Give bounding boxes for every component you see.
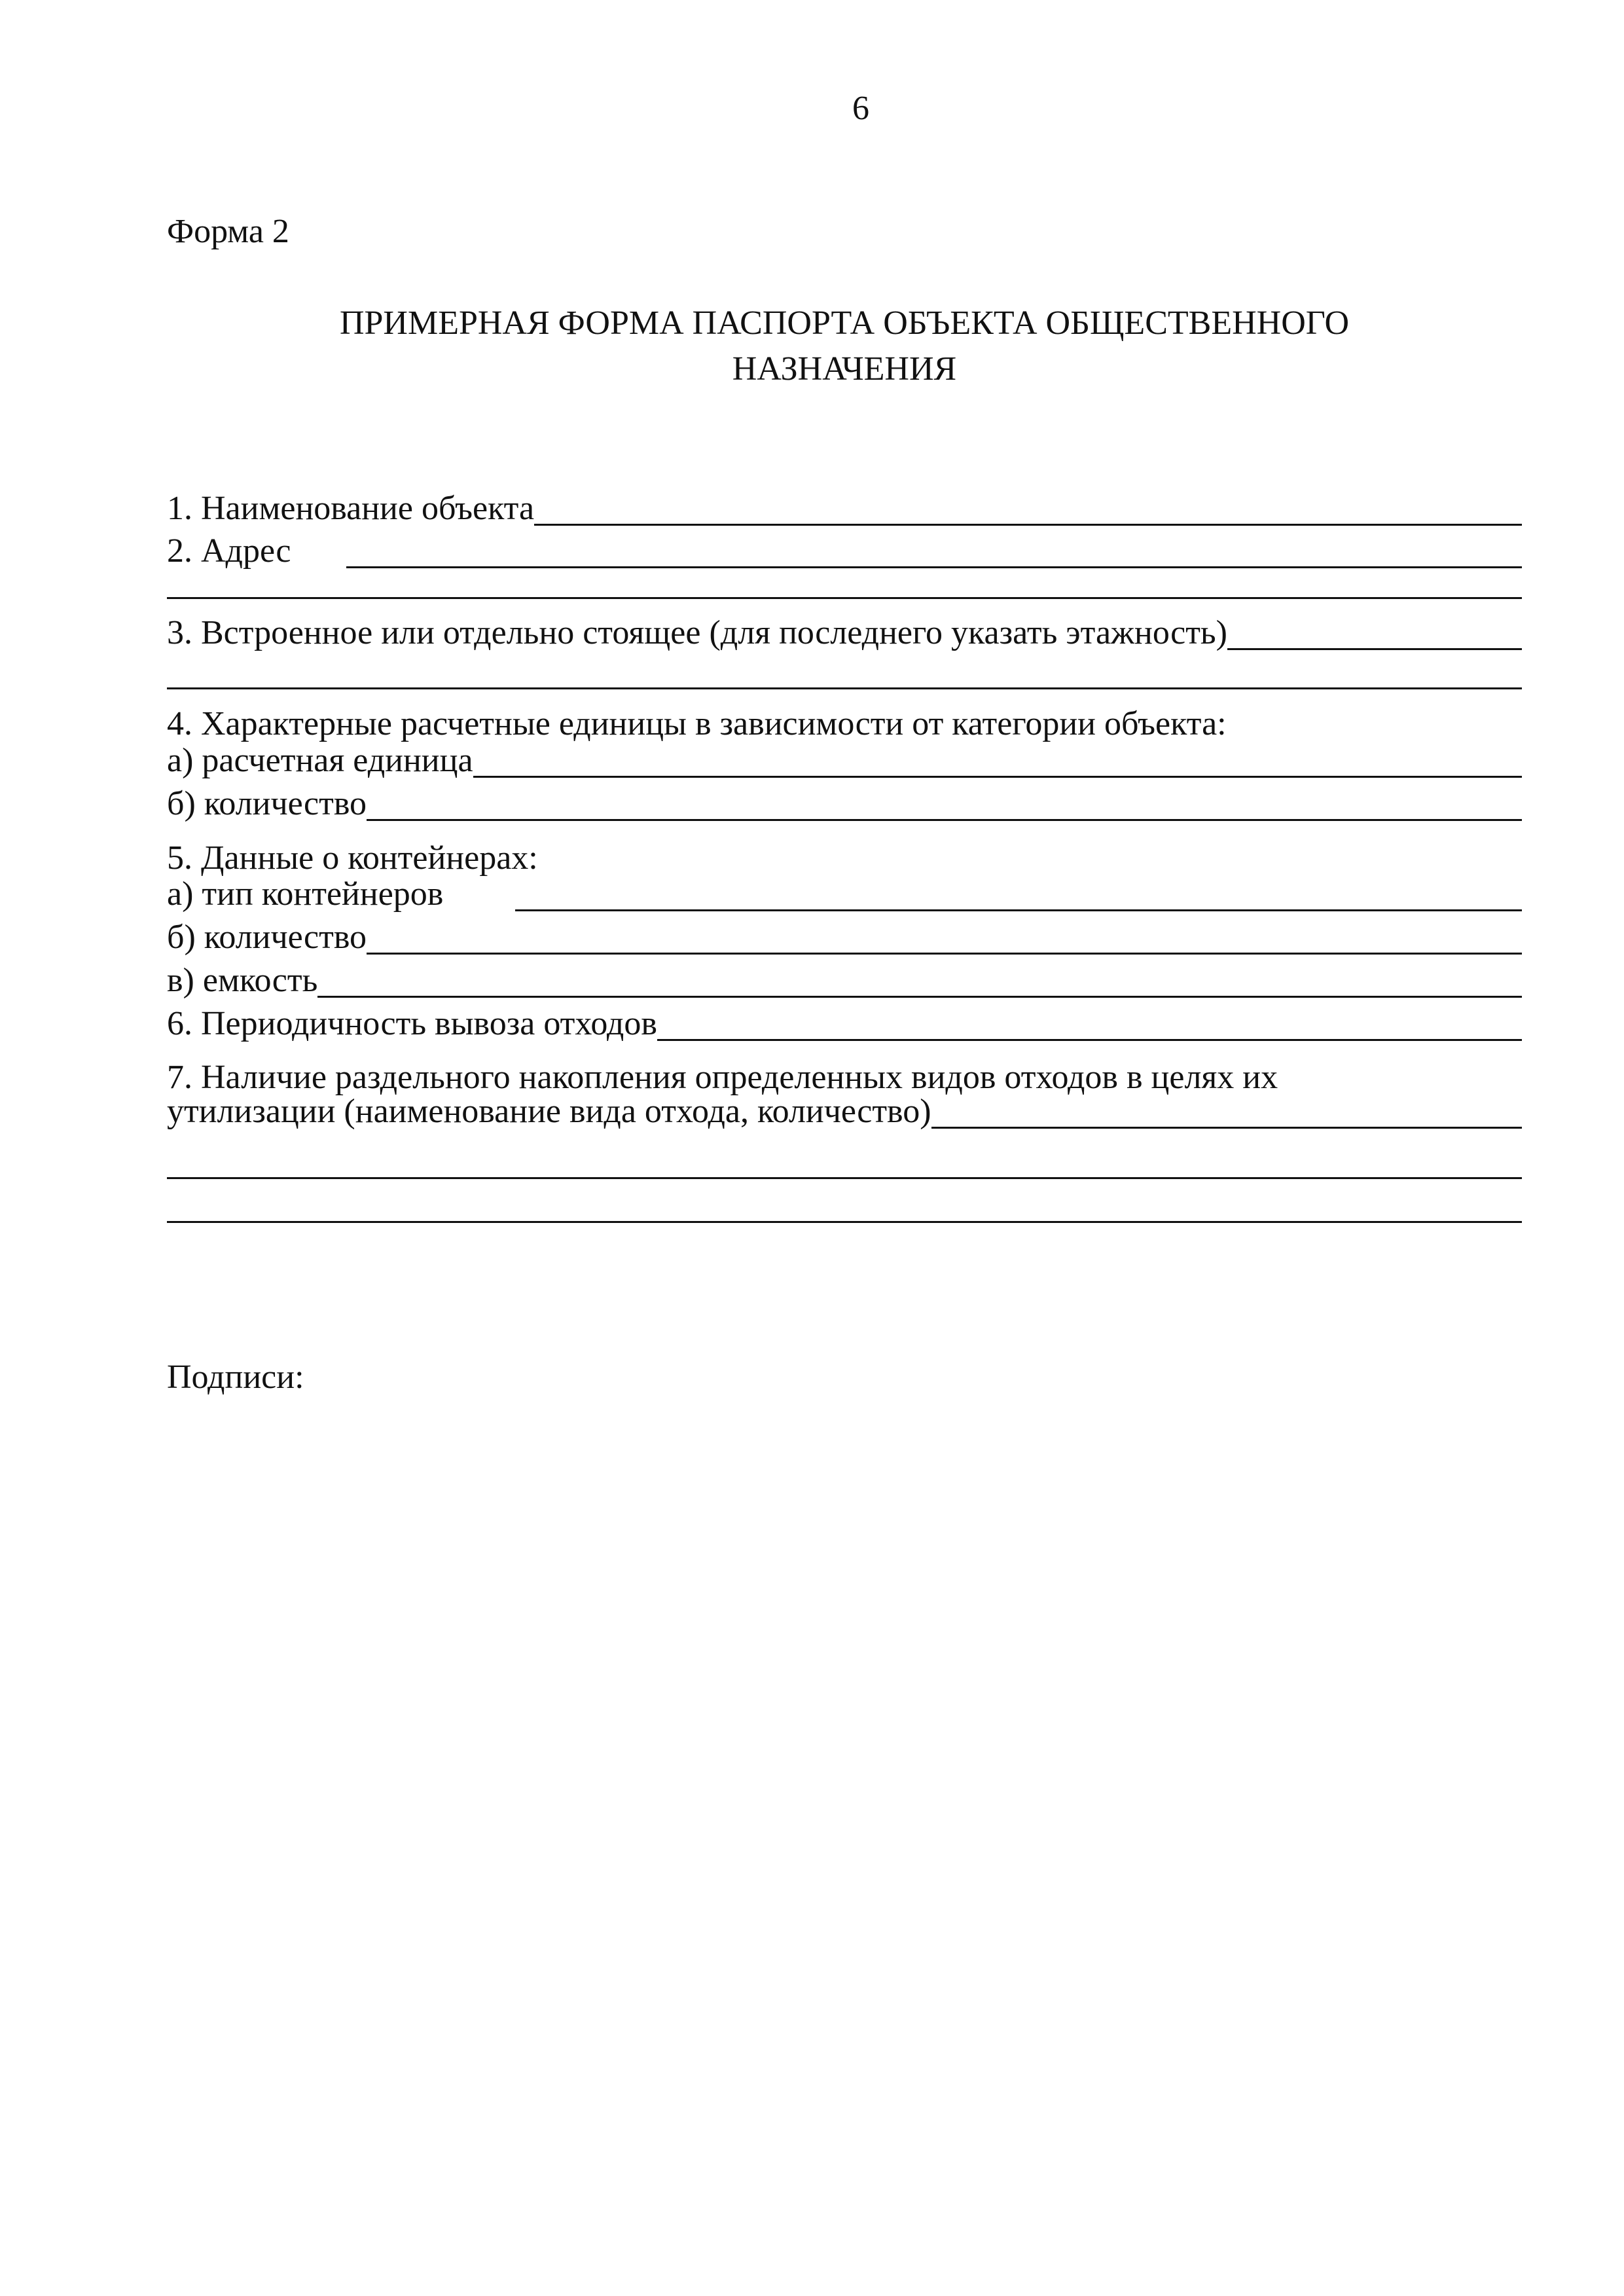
separate-collection-blank-3[interactable] — [167, 1221, 1522, 1223]
container-capacity-blank[interactable] — [317, 996, 1522, 998]
container-type-blank[interactable] — [515, 909, 1522, 911]
object-name-row — [167, 488, 1522, 528]
container-quantity-blank[interactable] — [367, 953, 1522, 955]
unit-label: а) расчетная единица — [167, 742, 473, 779]
built-in-blank[interactable] — [1227, 648, 1522, 650]
removal-frequency-row — [167, 1003, 1522, 1044]
separate-collection-line-1: 7. Наличие раздельного накопления определенных видов отходов в целях их — [167, 1059, 1278, 1096]
object-name-label: 1. Наименование объекта — [167, 490, 535, 527]
separate-collection-blank[interactable] — [931, 1127, 1522, 1129]
page-number: 6 — [852, 90, 869, 127]
form-label: Форма 2 — [167, 213, 289, 250]
container-type-row — [167, 873, 1522, 914]
address-label: 2. Адрес — [167, 532, 291, 570]
units-heading: 4. Характерные расчетные единицы в зависимости от категории объекта: — [167, 705, 1227, 742]
unit-row — [167, 740, 1522, 780]
object-name-blank[interactable] — [534, 524, 1522, 526]
document-title-line-2: НАЗНАЧЕНИЯ — [732, 350, 957, 388]
address-row — [167, 530, 1522, 571]
unit-blank[interactable] — [473, 776, 1522, 778]
unit-quantity-row — [167, 783, 1522, 824]
document-title-line-1: ПРИМЕРНАЯ ФОРМА ПАСПОРТА ОБЪЕКТА ОБЩЕСТВЕННОГО — [339, 304, 1350, 342]
address-continuation-blank[interactable] — [167, 597, 1522, 599]
containers-heading: 5. Данные о контейнерах: — [167, 839, 538, 877]
removal-frequency-label: 6. Периодичность вывоза отходов — [167, 1005, 657, 1042]
unit-quantity-blank[interactable] — [367, 819, 1522, 821]
address-blank[interactable] — [346, 566, 1522, 568]
separate-collection-row — [167, 1091, 1522, 1131]
container-type-label: а) тип контейнеров — [167, 875, 444, 913]
removal-frequency-blank[interactable] — [657, 1039, 1522, 1041]
built-in-row — [167, 612, 1522, 653]
container-capacity-row — [167, 960, 1522, 1000]
built-in-label: 3. Встроенное или отдельно стоящее (для последнего указать этажность) — [167, 614, 1227, 651]
separate-collection-label: утилизации (наименование вида отхода, количество) — [167, 1093, 931, 1130]
signatures-label: Подписи: — [167, 1358, 304, 1396]
separate-collection-blank-2[interactable] — [167, 1177, 1522, 1179]
unit-quantity-label: б) количество — [167, 785, 367, 822]
built-in-continuation-blank[interactable] — [167, 687, 1522, 689]
container-quantity-label: б) количество — [167, 919, 367, 956]
container-quantity-row — [167, 917, 1522, 957]
container-capacity-label: в) емкость — [167, 962, 318, 999]
